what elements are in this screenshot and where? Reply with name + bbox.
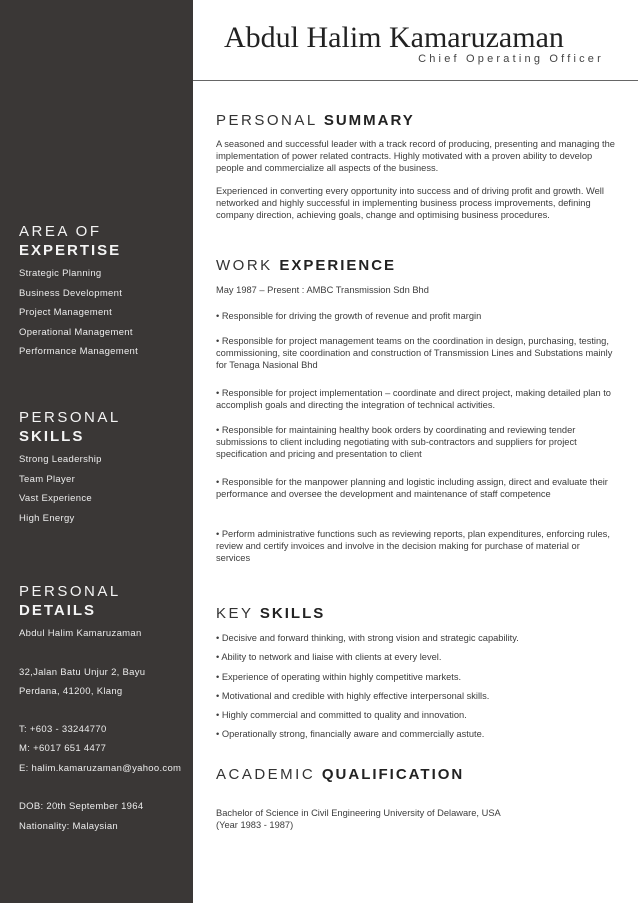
summary-heading-light: PERSONAL — [216, 112, 318, 129]
key-skills-heading-bold: SKILLS — [259, 605, 326, 622]
experience-item: • Perform administrative functions such as reviewing reports, plan expenditures, enforcing rules, review and certify invoices and involve in the decision making for purchase of material or services — [216, 529, 610, 563]
resume-name: Abdul Halim Kamaruzaman — [224, 21, 564, 54]
experience-heading-light: WORK — [216, 257, 273, 274]
header-divider — [193, 80, 638, 81]
details-mobile: M: +6017 651 4477 — [19, 743, 107, 754]
skill-item: Vast Experience — [19, 493, 92, 504]
experience-item: • Responsible for driving the growth of revenue and profit margin — [216, 311, 482, 321]
academic-heading-bold: QUALIFICATION — [321, 766, 465, 783]
summary-heading-bold: SUMMARY — [323, 112, 415, 129]
skill-item: Strong Leadership — [19, 454, 102, 465]
details-dob: DOB: 20th September 1964 — [19, 801, 144, 812]
key-skill-item: • Operationally strong, financially aware and commercially astute. — [216, 729, 485, 740]
summary-heading — [216, 112, 415, 129]
key-skills-list — [216, 633, 616, 749]
key-skills-heading-light: KEY — [216, 605, 254, 622]
summary-paragraph: A seasoned and successful leader with a track record of producing, presenting and managing the implementation of power related contracts. Highly motivated with a proven ability to develop people and commercialize all aspects of the business. — [216, 139, 615, 173]
academic-heading — [216, 766, 464, 783]
details-heading-light: PERSONAL — [19, 583, 121, 600]
experience-item: • Responsible for project implementation – coordinate and direct project, making detailed plan to accomplish goals and directing the integration of technical activities. — [216, 388, 611, 410]
experience-heading-bold: EXPERIENCE — [279, 257, 397, 274]
academic-years: (Year 1983 - 1987) — [216, 820, 294, 830]
key-skill-item: • Experience of operating within highly competitive markets. — [216, 671, 462, 682]
skills-heading-light: PERSONAL — [19, 409, 121, 426]
expertise-item: Business Development — [19, 287, 123, 299]
skill-item: High Energy — [19, 512, 75, 524]
sidebar — [0, 0, 193, 903]
key-skill-item: • Decisive and forward thinking, with strong vision and strategic capability. — [216, 633, 519, 643]
academic-heading-light: ACADEMIC — [216, 766, 316, 783]
details-name: Abdul Halim Kamaruzaman — [19, 628, 142, 639]
experience-item: • Responsible for the manpower planning and logistic including assign, direct and evaluate their performance and oversee the development and maintenance of staff competence — [216, 477, 608, 499]
key-skills-heading — [216, 605, 325, 622]
details-heading — [19, 582, 121, 620]
experience-period: May 1987 – Present : AMBC Transmission Sdn Bhd — [216, 285, 429, 295]
expertise-item: Project Management — [19, 307, 113, 318]
expertise-item: Performance Management — [19, 346, 139, 357]
expertise-item: Operational Management — [19, 326, 133, 338]
expertise-item: Strategic Planning — [19, 268, 102, 279]
skills-list — [19, 454, 102, 532]
key-skill-item: • Highly commercial and committed to quality and innovation. — [216, 710, 467, 721]
details-nationality: Nationality: Malaysian — [19, 821, 119, 832]
expertise-heading — [19, 222, 121, 260]
summary-body — [216, 139, 616, 222]
academic-degree: Bachelor of Science in Civil Engineering University of Delaware, USA — [216, 808, 501, 818]
details-address-line1: 32,Jalan Batu Unjur 2, Bayu — [19, 667, 146, 678]
skills-heading — [19, 408, 121, 446]
skill-item: Team Player — [19, 473, 76, 485]
key-skill-item: • Motivational and credible with highly effective interpersonal skills. — [216, 690, 490, 701]
details-address-line2: Perdana, 41200, Klang — [19, 686, 123, 697]
skills-heading-bold: SKILLS — [19, 428, 85, 445]
details-phone: T: +603 - 33244770 — [19, 724, 107, 735]
summary-paragraph: Experienced in converting every opportunity into success and of driving profit and growth. Well networked and highly successful in implementing business process improvements, defining company direction, achieving goals, change and optimising business procedures. — [216, 186, 604, 220]
expertise-list — [19, 268, 138, 366]
job-title: Chief Operating Officer — [418, 53, 604, 65]
expertise-heading-light: AREA OF — [19, 223, 102, 240]
details-email: E: halim.kamaruzaman@yahoo.com — [19, 763, 182, 774]
expertise-heading-bold: EXPERTISE — [19, 242, 122, 259]
experience-heading — [216, 257, 396, 274]
details-heading-bold: DETAILS — [19, 602, 97, 619]
experience-item: • Responsible for maintaining healthy book orders by coordinating and reviewing tender submissions to client including negotiating with sub-contractors and suppliers for project specification and pricing and presentation to client — [216, 425, 577, 459]
experience-item: • Responsible for project management teams on the coordination in design, purchasing, testing, commissioning, site coordination and construction of Transmission Lines and Substations mainly for Tenaga Nasional Bhd — [216, 336, 613, 370]
key-skill-item: • Ability to network and liaise with clients at every level. — [216, 652, 442, 663]
